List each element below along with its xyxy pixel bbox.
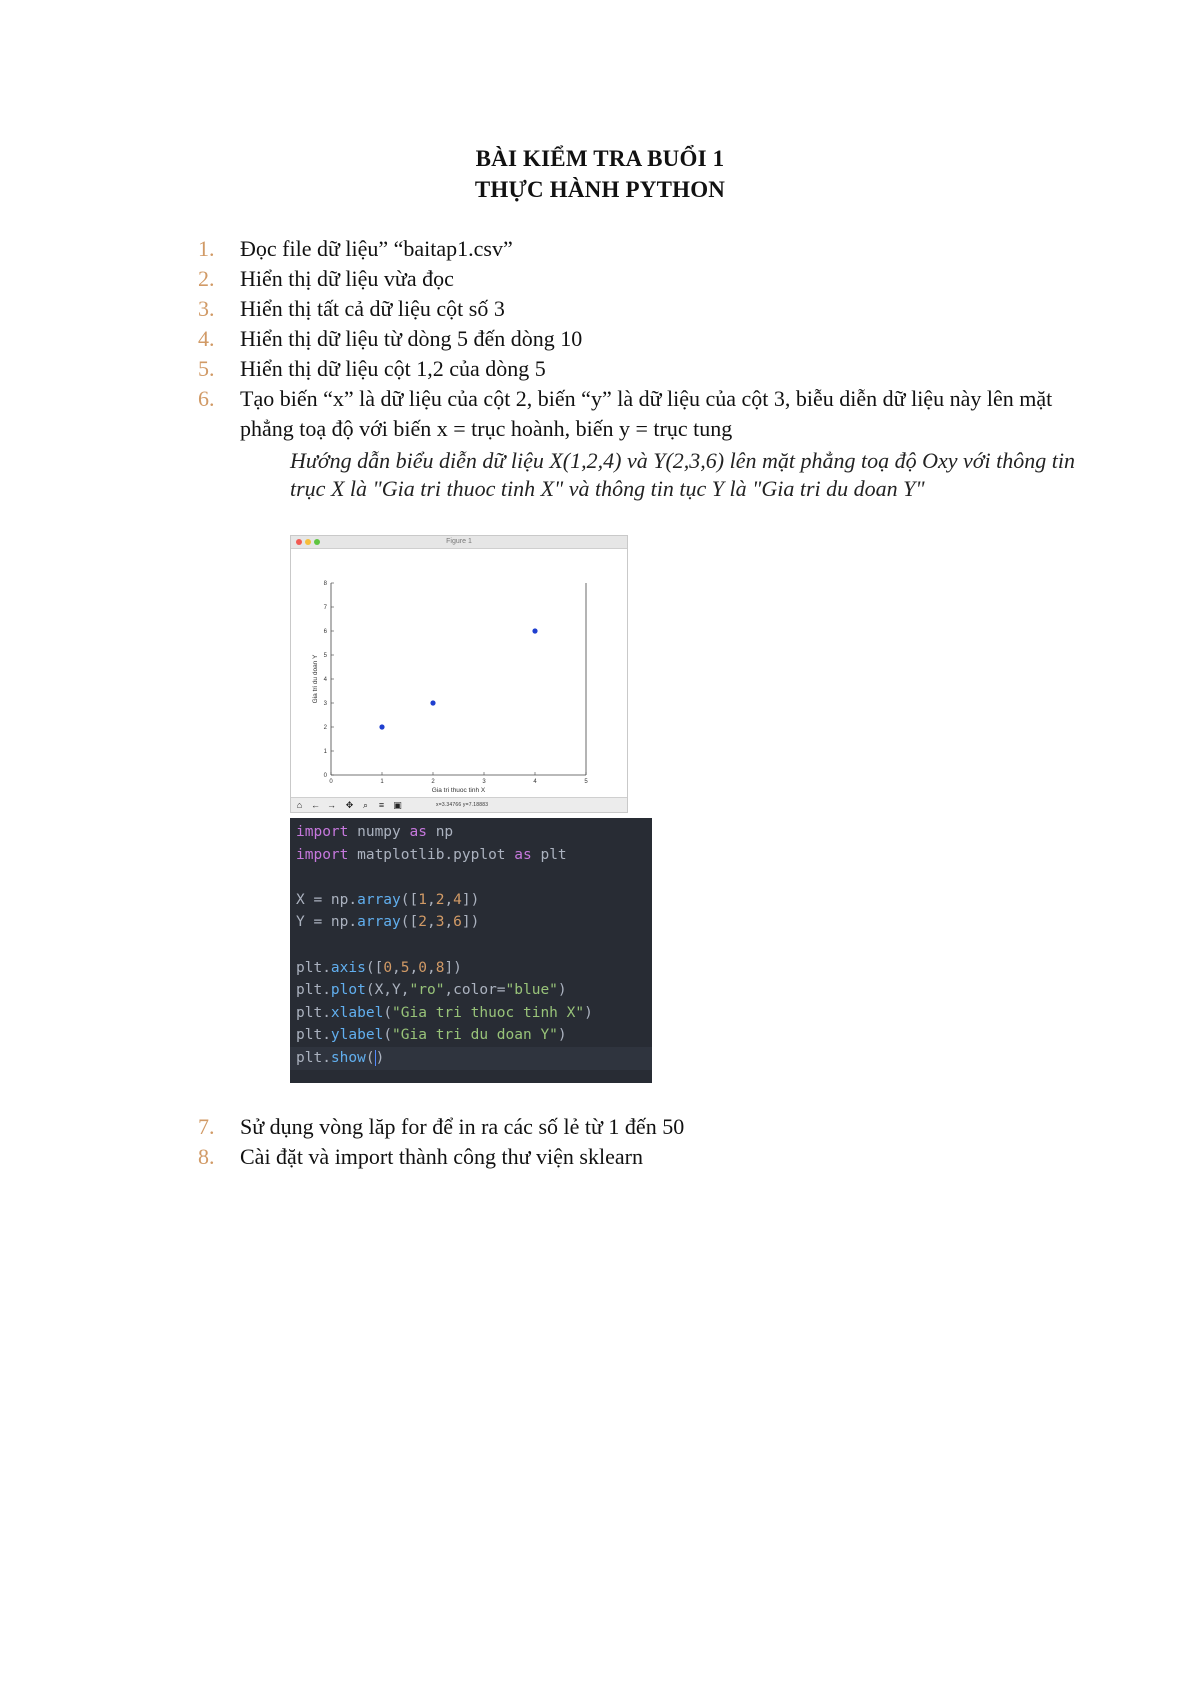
task-number: 1. bbox=[198, 236, 215, 261]
task-number: 7. bbox=[198, 1114, 215, 1139]
x-tick-label: 2 bbox=[431, 779, 435, 785]
code-line[interactable]: plt.show() bbox=[290, 1047, 652, 1070]
task-text: Đọc file dữ liệu” “baitap1.csv” bbox=[240, 236, 513, 261]
task-list-continued bbox=[198, 1112, 1110, 1172]
y-tick-label: 6 bbox=[323, 629, 327, 635]
y-tick-label: 4 bbox=[323, 677, 327, 683]
x-tick-label: 1 bbox=[380, 779, 384, 785]
data-point bbox=[379, 724, 384, 729]
task-number: 6. bbox=[198, 386, 215, 411]
task-list bbox=[198, 234, 1110, 444]
text-cursor bbox=[375, 1050, 376, 1066]
zoom-icon[interactable]: ⌕ bbox=[362, 800, 369, 810]
window-title: Figure 1 bbox=[446, 538, 472, 545]
y-tick-label: 5 bbox=[323, 653, 327, 659]
task-text: Hiển thị dữ liệu cột 1,2 của dòng 5 bbox=[240, 356, 546, 381]
code-line[interactable] bbox=[296, 934, 652, 957]
x-tick-label: 3 bbox=[482, 779, 486, 785]
task-text: Hiển thị tất cả dữ liệu cột số 3 bbox=[240, 296, 505, 321]
data-point bbox=[430, 700, 435, 705]
code-line[interactable]: Y = np.array([2,3,6]) bbox=[296, 914, 480, 931]
y-tick-label: 0 bbox=[323, 773, 327, 779]
configure-icon[interactable]: ≡ bbox=[378, 800, 385, 810]
home-icon[interactable]: ⌂ bbox=[296, 800, 303, 810]
code-line[interactable]: import numpy as np bbox=[296, 824, 454, 840]
task-text: Tạo biến “x” là dữ liệu của cột 2, biến “y” là dữ liệu của cột 3, biễu diễn dữ liệu này lên mặt phẳng toạ độ với biến x = trục hoành, biến y = trục tung bbox=[240, 386, 1053, 441]
task-number: 3. bbox=[198, 296, 215, 321]
task-number: 4. bbox=[198, 326, 215, 351]
task-item bbox=[198, 264, 1110, 294]
y-axis-label: Gia tri du doan Y bbox=[312, 654, 319, 704]
code-line[interactable] bbox=[296, 866, 652, 889]
y-tick-label: 1 bbox=[323, 749, 327, 755]
pan-icon[interactable]: ✥ bbox=[345, 800, 354, 810]
code-line[interactable]: plt.plot(X,Y,"ro",color="blue") bbox=[296, 982, 567, 999]
y-tick-label: 3 bbox=[323, 701, 327, 707]
code-line[interactable]: plt.axis([0,5,0,8]) bbox=[296, 959, 462, 976]
task-text: Hiển thị dữ liệu từ dòng 5 đến dòng 10 bbox=[240, 326, 583, 351]
code-line[interactable]: plt.ylabel("Gia tri du doan Y") bbox=[296, 1027, 567, 1044]
code-line[interactable]: plt.xlabel("Gia tri thuoc tinh X") bbox=[296, 1004, 593, 1021]
task-text: Hiển thị dữ liệu vừa đọc bbox=[240, 266, 454, 291]
task-text: Sử dụng vòng lăp for để in ra các số lẻ từ 1 đến 50 bbox=[240, 1114, 685, 1139]
figure-toolbar bbox=[291, 797, 627, 812]
cursor-coordinates: x=3.34766 y=7.18883 bbox=[436, 802, 489, 808]
task-item bbox=[198, 324, 1110, 354]
y-tick-label: 7 bbox=[323, 605, 327, 611]
code-line[interactable]: X = np.array([1,2,4]) bbox=[296, 891, 480, 908]
document-title: BÀI KIỂM TRA BUỔI 1 bbox=[475, 146, 725, 171]
task-item bbox=[198, 294, 1110, 324]
back-icon[interactable]: ← bbox=[311, 800, 320, 810]
y-tick-label: 8 bbox=[323, 581, 327, 587]
code-editor bbox=[290, 818, 652, 1083]
x-tick-label: 4 bbox=[533, 779, 537, 785]
task-item bbox=[198, 354, 1110, 384]
task-number: 2. bbox=[198, 266, 215, 291]
data-point bbox=[532, 628, 537, 633]
save-icon[interactable]: ▣ bbox=[393, 800, 402, 810]
task-text: Cài đặt và import thành công thư viện sklearn bbox=[240, 1144, 643, 1169]
task-number: 5. bbox=[198, 356, 215, 381]
code-line[interactable]: import matplotlib.pyplot as plt bbox=[296, 846, 567, 863]
x-axis-label: Gia tri thuoc tinh X bbox=[431, 787, 486, 794]
x-tick-label: 5 bbox=[584, 779, 588, 785]
scatter-plot bbox=[291, 548, 627, 798]
task-item bbox=[198, 1112, 1110, 1142]
task-item bbox=[198, 234, 1110, 264]
task-item bbox=[198, 1142, 1110, 1172]
x-tick-label: 0 bbox=[329, 779, 333, 785]
hint-text: Hướng dẫn biểu diễn dữ liệu X(1,2,4) và Y(2,3,6) lên mặt phẳng toạ độ Oxy với thông tin trục X là "Gia tri thuoc tinh X" và thông tin tục Y là "Gia tri du doan Y" bbox=[290, 448, 1075, 501]
document-subtitle: THỰC HÀNH PYTHON bbox=[474, 177, 726, 202]
figure-window bbox=[290, 535, 628, 813]
task-number: 8. bbox=[198, 1144, 215, 1169]
y-tick-label: 2 bbox=[323, 725, 327, 731]
forward-icon[interactable]: → bbox=[327, 800, 336, 810]
task-item bbox=[198, 384, 1110, 444]
